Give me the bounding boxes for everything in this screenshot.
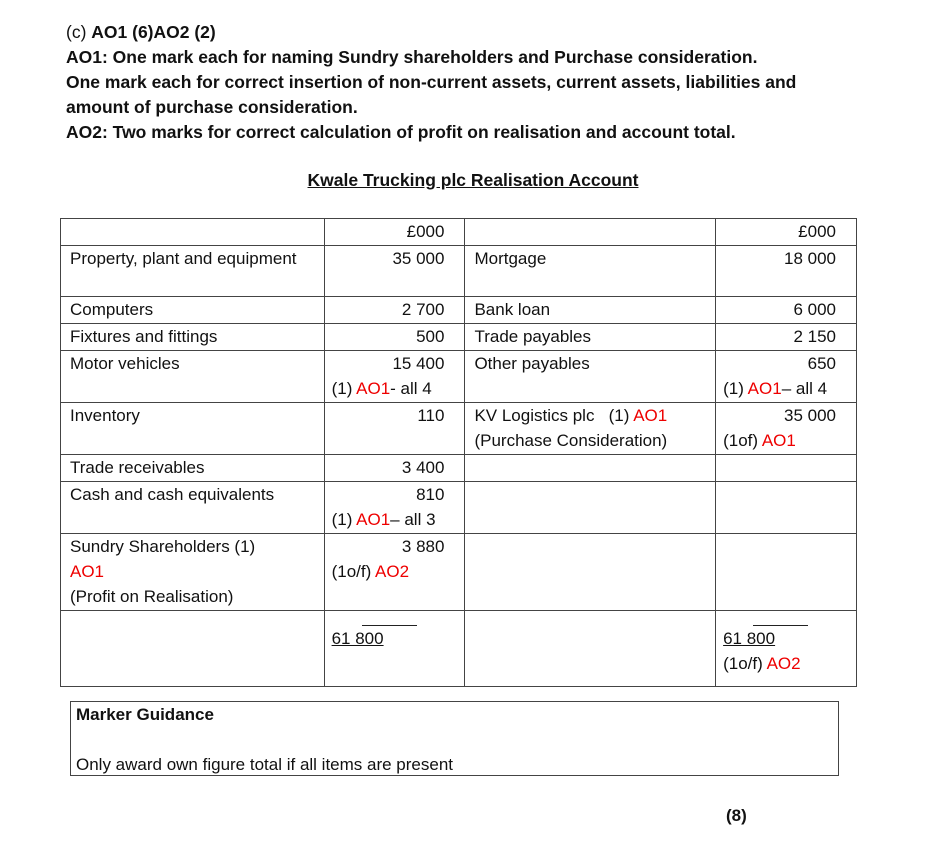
credit-total: 61 800 xyxy=(723,629,776,648)
currency-header: £000 xyxy=(716,219,857,246)
debit-item: Computers xyxy=(61,297,325,324)
guidance-title: Marker Guidance xyxy=(76,705,214,724)
table-row xyxy=(61,246,857,297)
table-row xyxy=(61,297,857,324)
credit-item: Bank loan xyxy=(465,297,716,324)
debit-item: Motor vehicles xyxy=(61,351,325,403)
debit-amount: 3 400 xyxy=(324,455,465,482)
debit-amount: 500 xyxy=(324,324,465,351)
table-row xyxy=(61,351,857,403)
purchase-consideration-label: (Purchase Consideration) xyxy=(474,431,668,450)
ao2-guidance: AO2: Two marks for correct calculation of profit on realisation and account total. xyxy=(66,122,736,142)
realisation-account-table xyxy=(60,218,857,687)
credit-amount: 6 000 xyxy=(716,297,857,324)
question-header xyxy=(66,20,796,145)
debit-total: 61 800 xyxy=(331,629,384,648)
total-marks: (8) xyxy=(726,806,747,825)
table-row xyxy=(61,219,857,246)
debit-amount: 2 700 xyxy=(324,297,465,324)
debit-amount: 15 400 xyxy=(392,354,445,373)
mark-annotation: (1) AO1- all 4 xyxy=(331,379,432,398)
credit-amount: 2 150 xyxy=(716,324,857,351)
debit-item: Inventory xyxy=(61,403,325,455)
mark-allocation: AO1 (6)AO2 (2) xyxy=(91,22,216,42)
credit-amount: 650 xyxy=(807,354,836,373)
ao1-guidance: AO1: One mark each for naming Sundry shareholders and Purchase consideration. xyxy=(66,47,758,67)
debit-item: Fixtures and fittings xyxy=(61,324,325,351)
credit-item: Other payables xyxy=(465,351,716,403)
table-row xyxy=(61,455,857,482)
mark-annotation: (1) AO1– all 3 xyxy=(331,510,436,529)
debit-amount: 110 xyxy=(324,403,465,455)
mark-annotation: (1) AO1– all 4 xyxy=(723,379,828,398)
debit-item: Sundry Shareholders (1) xyxy=(70,537,256,556)
debit-item: Property, plant and equipment xyxy=(61,246,325,297)
part-label: (c) xyxy=(66,22,92,42)
debit-item: Cash and cash equivalents xyxy=(61,482,325,534)
debit-amount: 810 xyxy=(416,485,445,504)
credit-amount: 18 000 xyxy=(716,246,857,297)
account-title: Kwale Trucking plc Realisation Account xyxy=(307,170,639,190)
debit-amount: 3 880 xyxy=(401,537,445,556)
table-row xyxy=(61,482,857,534)
credit-amount: 35 000 xyxy=(784,406,836,425)
ao1-guidance-2: One mark each for correct insertion of non-current assets, current assets, liabilities and xyxy=(66,72,797,92)
table-row xyxy=(61,403,857,455)
credit-item: Trade payables xyxy=(465,324,716,351)
credit-item: KV Logistics plc (1) AO1 xyxy=(474,406,668,425)
credit-item: Mortgage xyxy=(465,246,716,297)
guidance-text: Only award own figure total if all items are present xyxy=(76,755,454,774)
debit-item: Trade receivables xyxy=(61,455,325,482)
profit-label: (Profit on Realisation) xyxy=(70,587,234,606)
table-row xyxy=(61,324,857,351)
mark-annotation: (1of) AO1 xyxy=(723,431,796,450)
marker-guidance-box xyxy=(70,701,839,776)
mark-annotation: (1o/f) AO2 xyxy=(723,654,801,673)
totals-row xyxy=(61,611,857,687)
ao1-guidance-3: amount of purchase consideration. xyxy=(66,97,358,117)
currency-header: £000 xyxy=(324,219,465,246)
mark-annotation: (1o/f) AO2 xyxy=(331,562,410,581)
mark-annotation: AO1 xyxy=(70,562,105,581)
debit-amount: 35 000 xyxy=(324,246,465,297)
table-row xyxy=(61,534,857,611)
